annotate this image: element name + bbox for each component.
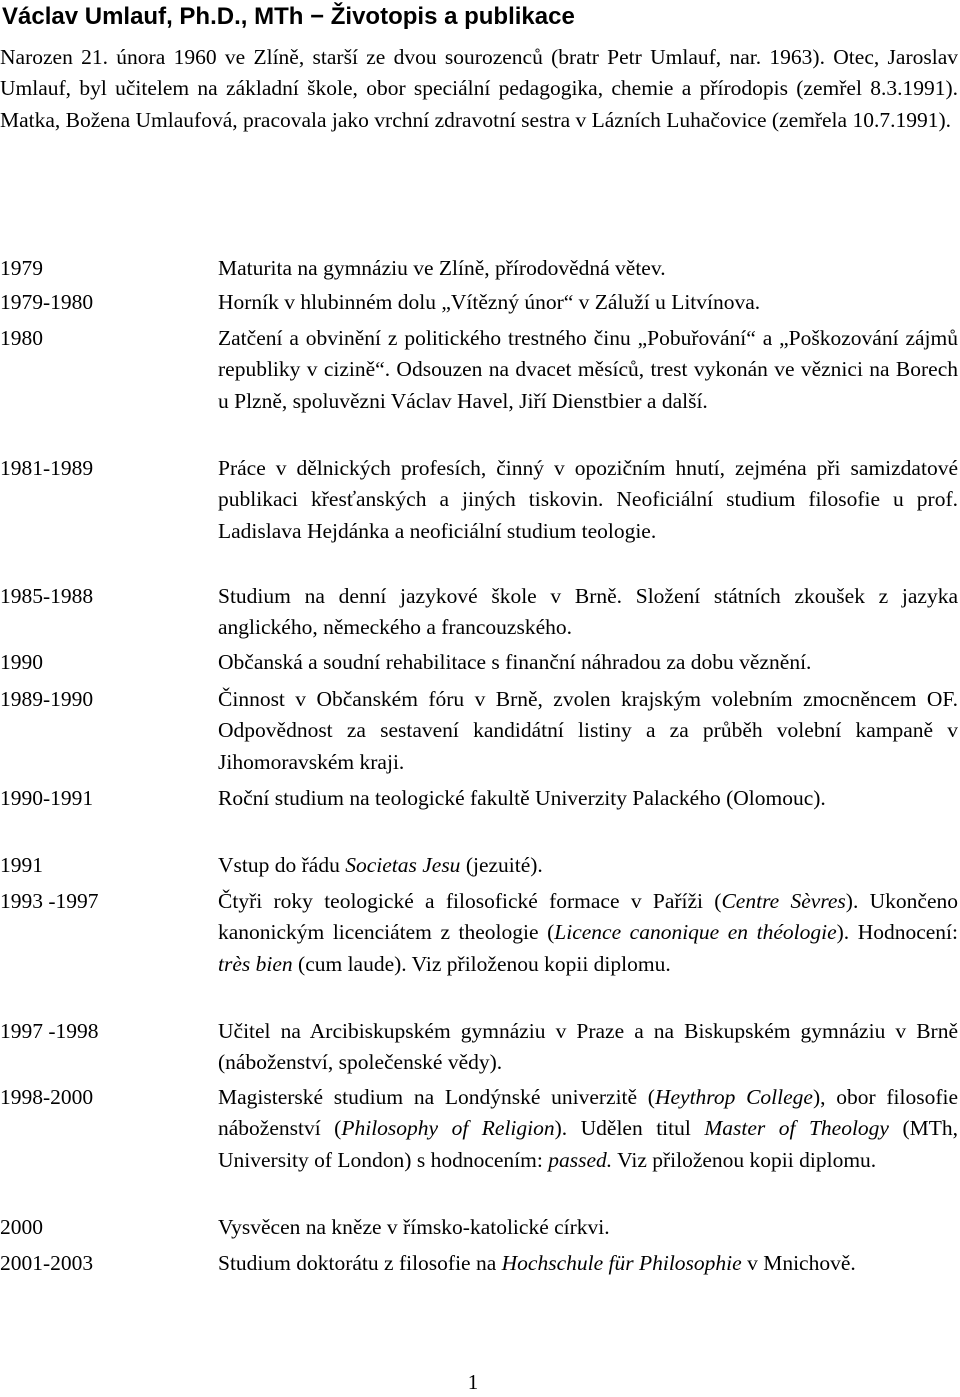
entry-year: 1980 [0, 326, 43, 350]
entry-description: Maturita na gymnáziu ve Zlíně, přírodovědná větev. [218, 256, 666, 280]
entry-description: Vysvěcen na kněze v římsko-katolické církvi. [218, 1215, 610, 1239]
entry-description: Práce v dělnických profesích, činný v opozičním hnutí, zejména při samizdatové publikaci křesťanských a jiných tiskovin. Neoficiální studium filosofie u prof. Ladislava Hejdánka a neoficiální studium teologie. [218, 456, 958, 543]
entry-description: Horník v hlubinném dolu „Vítězný únor“ v Záluží u Litvínova. [218, 290, 761, 314]
entry-year: 1989-1990 [0, 687, 94, 711]
entry-year: 1998-2000 [0, 1085, 94, 1109]
entry-description: Roční studium na teologické fakultě Univerzity Palackého (Olomouc). [218, 786, 826, 810]
entry-year: 1990 [0, 650, 43, 674]
entry-year: 1981-1989 [0, 456, 94, 480]
entry-description: Činnost v Občanském fóru v Brně, zvolen krajským volebním zmocněncem OF. Odpovědnost za sestavení kandidátní listiny a za průběh volební kampaně v Jihomoravském kraji. [218, 687, 958, 774]
entry-year: 1979-1980 [0, 290, 94, 314]
entry-description: Studium na denní jazykové škole v Brně. Složení státních zkoušek z jazyka anglického, německého a francouzského. [218, 584, 958, 640]
entry-description: Vstup do řádu Societas Jesu (jezuité). [218, 853, 543, 877]
entry-year: 1993 -1997 [0, 889, 99, 913]
entry-year: 1991 [0, 853, 43, 877]
entry-year: 1990-1991 [0, 786, 94, 810]
entry-description: Magisterské studium na Londýnské univerzitě (Heythrop College), obor filosofie náboženství (Philosophy of Religion). Udělen titul Master of Theology (MTh, University of London) s hodnocením: passed. Viz přiloženou kopii diplomu. [218, 1085, 959, 1172]
entry-year: 1985-1988 [0, 584, 94, 608]
entry-year: 1979 [0, 256, 43, 280]
entry-description: Zatčení a obvinění z politického trestného činu „Pobuřování“ a „Poškozování zájmů republiky v cizině“. Odsouzen na dvacet měsíců, trest vykonán ve věznici na Borech u Plzně, spoluvězni Václav Havel, Jiří Dienstbier a další. [218, 326, 958, 413]
page-number: 1 [467, 1370, 479, 1394]
entry-description: Čtyři roky teologické a filosofické formace v Paříži (Centre Sèvres). Ukončeno kanonickým licenciátem z theologie (Licence canonique en théologie). Hodnocení: très bien (cum laude). Viz přiloženou kopii diplomu. [218, 889, 958, 976]
entry-description: Občanská a soudní rehabilitace s finanční náhradou za dobu věznění. [218, 650, 812, 674]
entry-description: Učitel na Arcibiskupském gymnáziu v Praze a na Biskupském gymnáziu v Brně (náboženství, společenské vědy). [218, 1019, 958, 1075]
document-title: Václav Umlauf, Ph.D., MTh − Životopis a publikace [2, 3, 575, 30]
entry-year: 2000 [0, 1215, 43, 1239]
entry-description: Studium doktorátu z filosofie na Hochschule für Philosophie v Mnichově. [218, 1251, 856, 1275]
entry-year: 2001-2003 [0, 1251, 94, 1275]
entry-year: 1997 -1998 [0, 1019, 99, 1043]
intro-paragraph: Narozen 21. února 1960 ve Zlíně, starší ze dvou sourozenců (bratr Petr Umlauf, nar. 1963). Otec, Jaroslav Umlauf, byl učitelem na základní škole, obor speciální pedagogika, chemie a přírodopis (zemřel 8.3.1991). Matka, Božena Umlaufová, pracovala jako vrchní zdravotní sestra v Lázních Luhačovice (zemřela 10.7.1991). [0, 45, 958, 132]
